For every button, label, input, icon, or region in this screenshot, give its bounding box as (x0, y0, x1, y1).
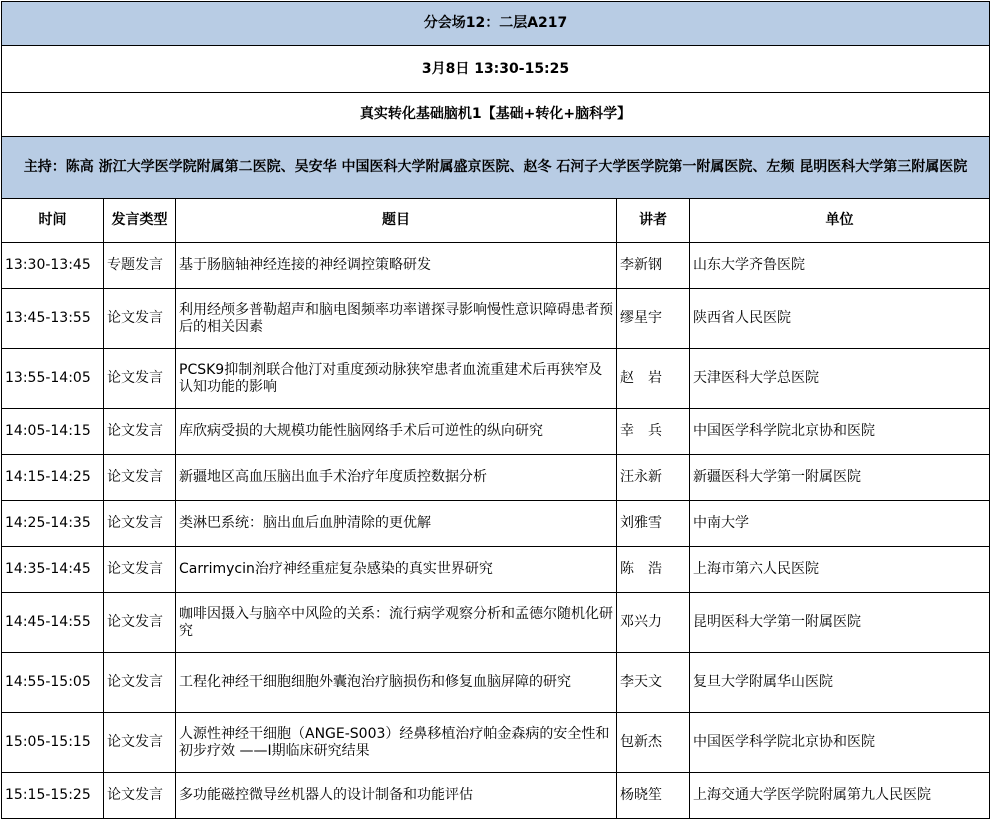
column-header-type: 发言类型 (104, 199, 176, 243)
cell-unit: 复旦大学附属华山医院 (690, 653, 990, 713)
cell-unit: 上海交通大学医学院附属第九人民医院 (690, 773, 990, 819)
title-row (2, 93, 990, 137)
cell-type: 论文发言 (104, 409, 176, 455)
venue-row (2, 2, 990, 46)
table-row (2, 773, 990, 819)
cell-type: 论文发言 (104, 289, 176, 349)
cell-speaker: 杨晓笙 (617, 773, 690, 819)
table-row (2, 455, 990, 501)
cell-topic: 利用经颅多普勒超声和脑电图频率功率谱探寻影响慢性意识障碍患者预后的相关因素 (176, 289, 617, 349)
session-hosts: 主持：陈高 浙江大学医学院附属第二医院、吴安华 中国医科大学附属盛京医院、赵冬 石河子大学医学院第一附属医院、左频 昆明医科大学第三附属医院 (2, 137, 990, 199)
cell-type: 论文发言 (104, 455, 176, 501)
cell-topic: Carrimycin治疗神经重症复杂感染的真实世界研究 (176, 547, 617, 593)
cell-unit: 新疆医科大学第一附属医院 (690, 455, 990, 501)
cell-topic: 基于肠脑轴神经连接的神经调控策略研发 (176, 243, 617, 289)
column-header-unit: 单位 (690, 199, 990, 243)
cell-topic: 咖啡因摄入与脑卒中风险的关系：流行病学观察分析和孟德尔随机化研究 (176, 593, 617, 653)
cell-speaker: 幸 兵 (617, 409, 690, 455)
cell-topic: 工程化神经干细胞细胞外囊泡治疗脑损伤和修复血脑屏障的研究 (176, 653, 617, 713)
cell-time: 15:05-15:15 (2, 713, 104, 773)
cell-topic: 新疆地区高血压脑出血手术治疗年度质控数据分析 (176, 455, 617, 501)
table-row (2, 713, 990, 773)
table-row (2, 243, 990, 289)
cell-type: 论文发言 (104, 547, 176, 593)
venue-title: 分会场12：二层A217 (2, 2, 990, 46)
cell-unit: 陕西省人民医院 (690, 289, 990, 349)
cell-topic: 人源性神经干细胞（ANGE-S003）经鼻移植治疗帕金森病的安全性和初步疗效 ——I期临床研究结果 (176, 713, 617, 773)
cell-time: 13:55-14:05 (2, 349, 104, 409)
cell-type: 专题发言 (104, 243, 176, 289)
column-header-topic: 题目 (176, 199, 617, 243)
session-title: 真实转化基础脑机1【基础+转化+脑科学】 (2, 93, 990, 137)
cell-unit: 昆明医科大学第一附属医院 (690, 593, 990, 653)
cell-speaker: 缪星宇 (617, 289, 690, 349)
table-row (2, 547, 990, 593)
cell-topic: 库欣病受损的大规模功能性脑网络手术后可逆性的纵向研究 (176, 409, 617, 455)
table-row (2, 289, 990, 349)
cell-time: 14:25-14:35 (2, 501, 104, 547)
cell-unit: 中国医学科学院北京协和医院 (690, 409, 990, 455)
cell-topic: 类淋巴系统：脑出血后血肿清除的更优解 (176, 501, 617, 547)
cell-speaker: 陈 浩 (617, 547, 690, 593)
cell-unit: 山东大学齐鲁医院 (690, 243, 990, 289)
datetime-row (2, 46, 990, 93)
cell-time: 14:55-15:05 (2, 653, 104, 713)
cell-type: 论文发言 (104, 501, 176, 547)
cell-time: 13:30-13:45 (2, 243, 104, 289)
cell-unit: 中国医学科学院北京协和医院 (690, 713, 990, 773)
cell-time: 14:45-14:55 (2, 593, 104, 653)
cell-speaker: 李天文 (617, 653, 690, 713)
cell-speaker: 赵 岩 (617, 349, 690, 409)
column-header-row (2, 199, 990, 243)
cell-speaker: 包新杰 (617, 713, 690, 773)
cell-time: 13:45-13:55 (2, 289, 104, 349)
cell-time: 14:35-14:45 (2, 547, 104, 593)
table-row (2, 349, 990, 409)
session-datetime: 3月8日 13:30-15:25 (2, 46, 990, 93)
table-row (2, 593, 990, 653)
cell-topic: PCSK9抑制剂联合他汀对重度颈动脉狭窄患者血流重建术后再狭窄及认知功能的影响 (176, 349, 617, 409)
cell-speaker: 汪永新 (617, 455, 690, 501)
cell-time: 14:15-14:25 (2, 455, 104, 501)
table-row (2, 653, 990, 713)
cell-type: 论文发言 (104, 653, 176, 713)
cell-topic: 多功能磁控微导丝机器人的设计制备和功能评估 (176, 773, 617, 819)
cell-unit: 中南大学 (690, 501, 990, 547)
cell-time: 14:05-14:15 (2, 409, 104, 455)
hosts-row (2, 137, 990, 199)
cell-type: 论文发言 (104, 773, 176, 819)
cell-speaker: 刘雅雪 (617, 501, 690, 547)
cell-type: 论文发言 (104, 349, 176, 409)
column-header-time: 时间 (2, 199, 104, 243)
schedule-table (1, 1, 990, 819)
cell-speaker: 邓兴力 (617, 593, 690, 653)
cell-type: 论文发言 (104, 713, 176, 773)
table-row (2, 409, 990, 455)
cell-unit: 天津医科大学总医院 (690, 349, 990, 409)
table-row (2, 501, 990, 547)
cell-unit: 上海市第六人民医院 (690, 547, 990, 593)
cell-type: 论文发言 (104, 593, 176, 653)
cell-time: 15:15-15:25 (2, 773, 104, 819)
column-header-speaker: 讲者 (617, 199, 690, 243)
cell-speaker: 李新钢 (617, 243, 690, 289)
